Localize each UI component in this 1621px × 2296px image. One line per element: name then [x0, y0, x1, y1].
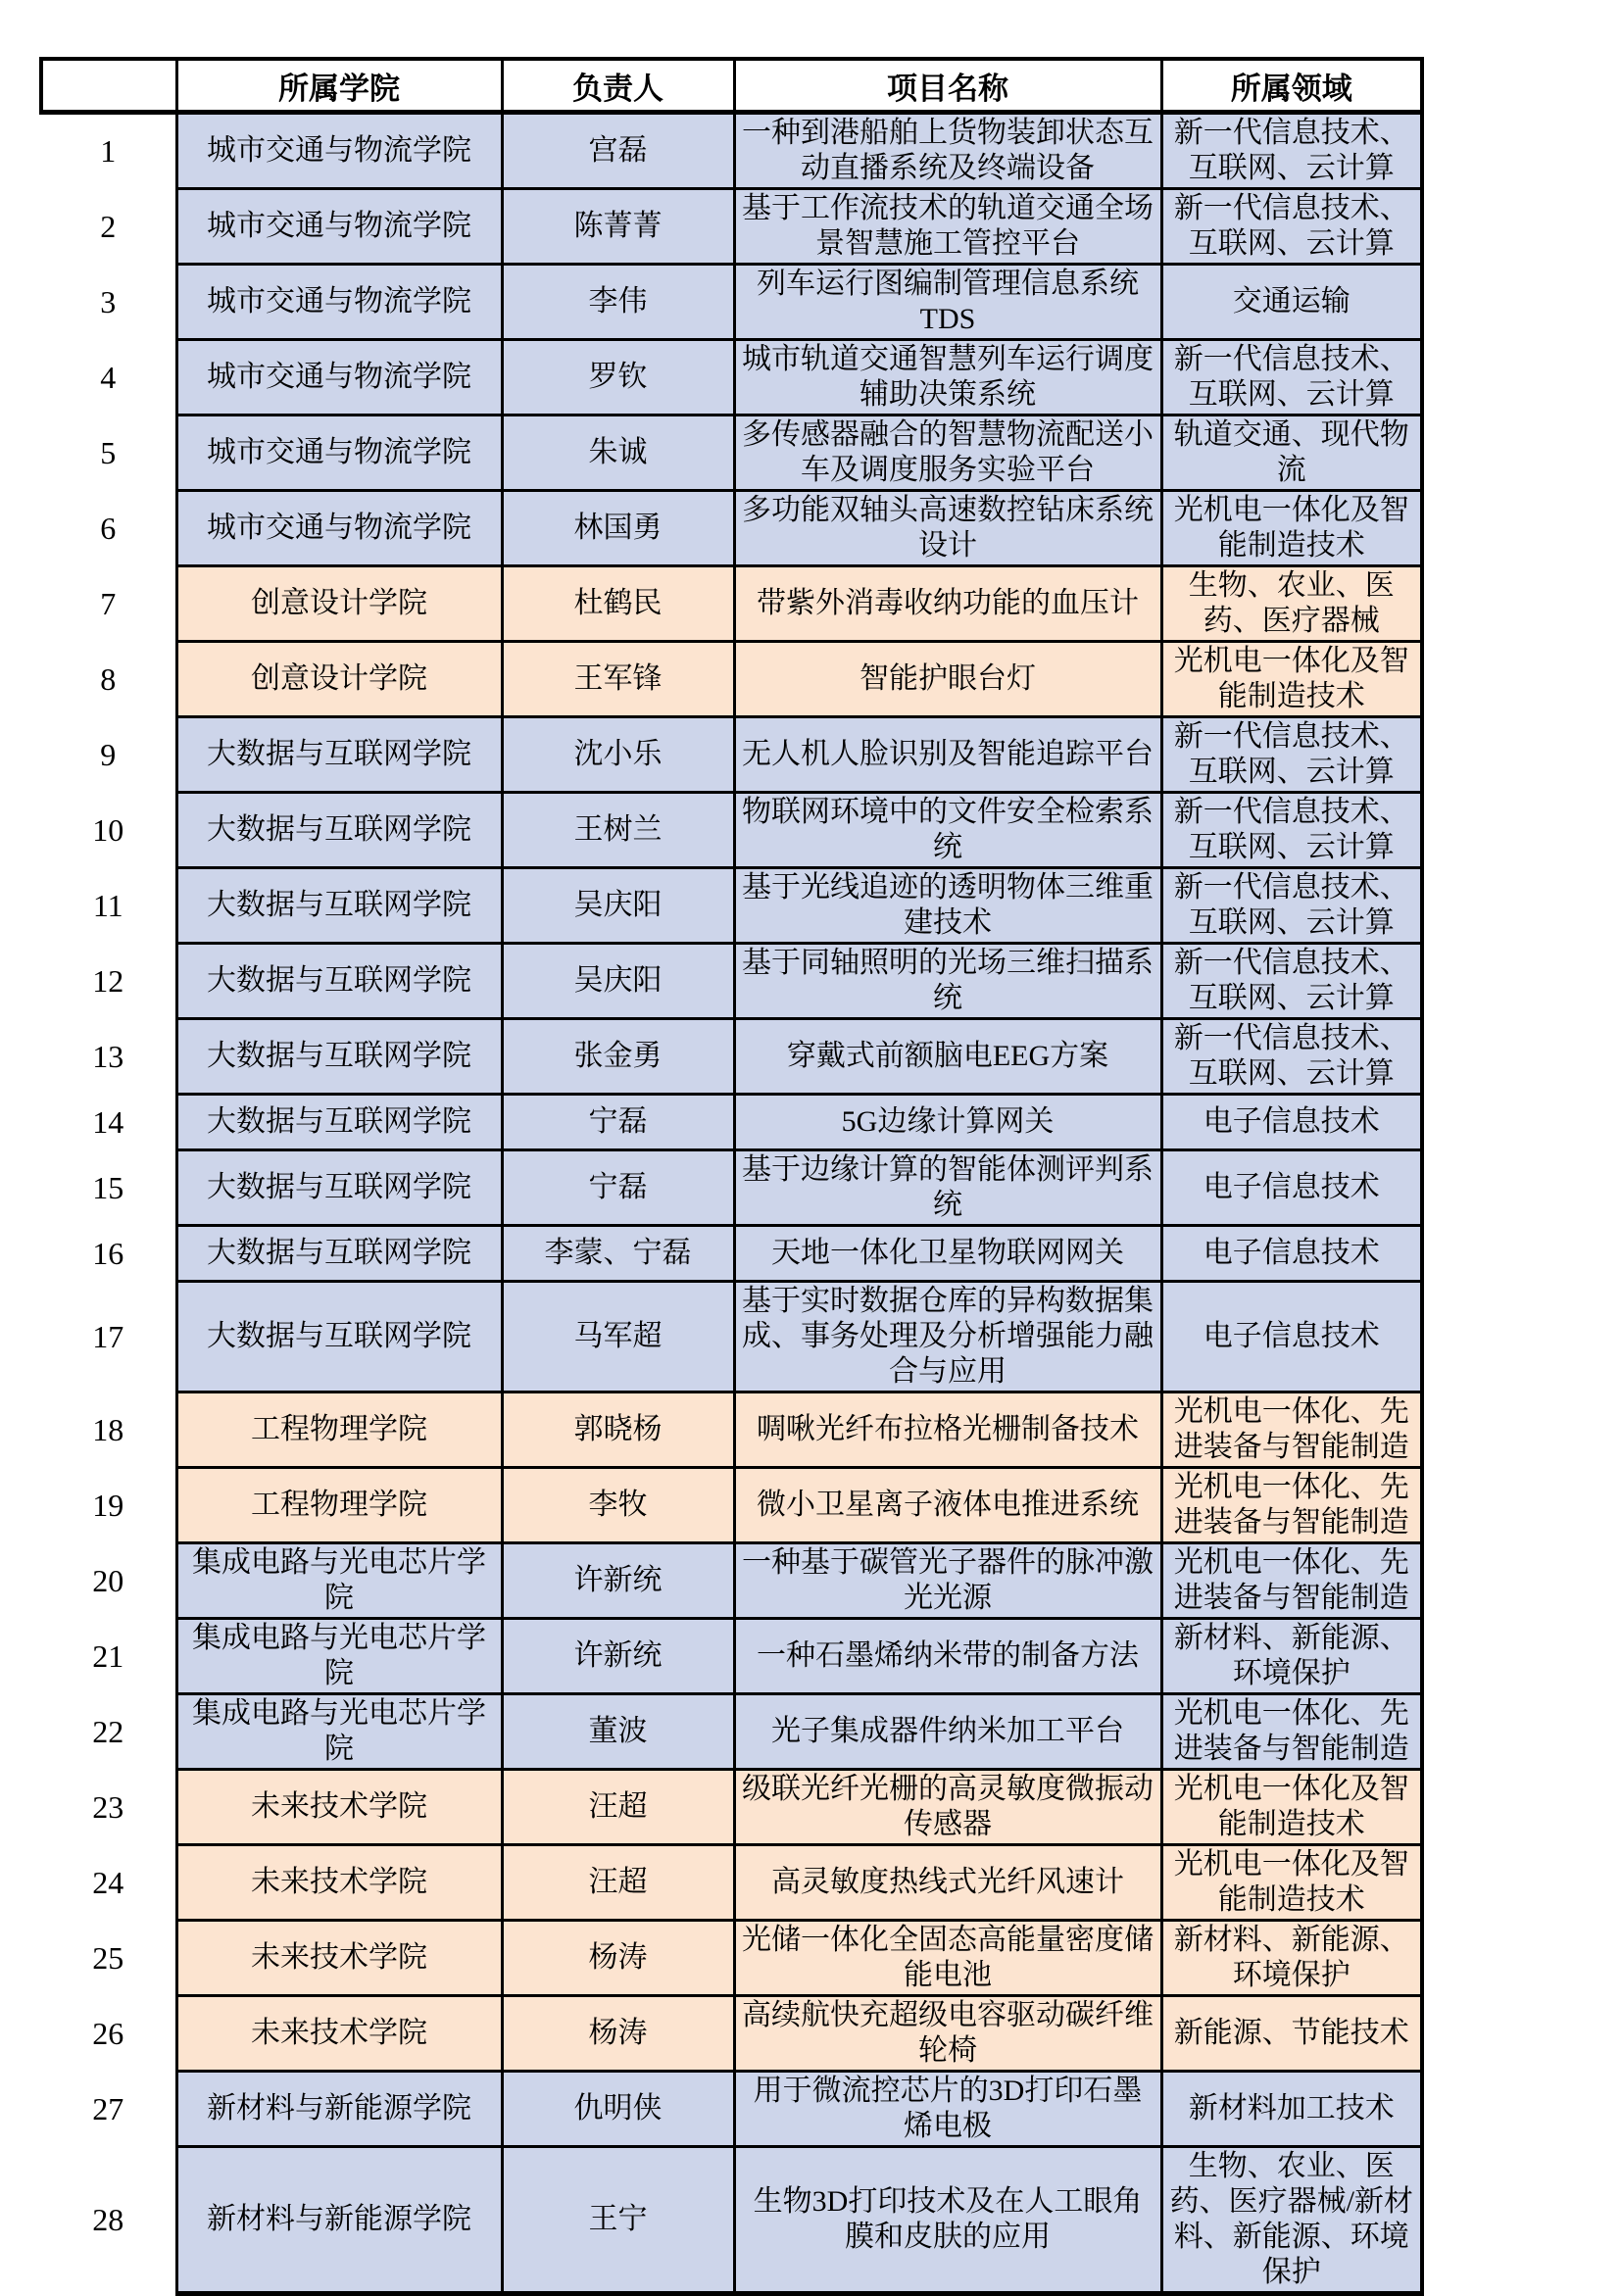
project-cell: 光子集成器件纳米加工平台: [734, 1694, 1161, 1770]
leader-cell: 沈小乐: [502, 717, 734, 793]
leader-cell: 朱诚: [502, 415, 734, 491]
row-number: 27: [41, 2072, 176, 2147]
row-number: 15: [41, 1150, 176, 1226]
table-row: [41, 1282, 1422, 1392]
table-row: [41, 1770, 1422, 1845]
column-header-field: 所属领域: [1161, 59, 1422, 113]
field-cell: 新一代信息技术、互联网、云计算: [1161, 868, 1422, 944]
project-cell: 高续航快充超级电容驱动碳纤维轮椅: [734, 1996, 1161, 2072]
table-row: [41, 491, 1422, 566]
college-cell: 大数据与互联网学院: [176, 717, 502, 793]
college-cell: 大数据与互联网学院: [176, 793, 502, 868]
row-number: 25: [41, 1921, 176, 1996]
college-cell: 创意设计学院: [176, 566, 502, 642]
row-number: 28: [41, 2147, 176, 2294]
leader-cell: 王树兰: [502, 793, 734, 868]
row-number: 11: [41, 868, 176, 944]
row-number: 24: [41, 1845, 176, 1921]
college-cell: 大数据与互联网学院: [176, 1282, 502, 1392]
leader-cell: 林国勇: [502, 491, 734, 566]
leader-cell: 汪超: [502, 1845, 734, 1921]
leader-cell: 杜鹤民: [502, 566, 734, 642]
college-cell: 工程物理学院: [176, 1468, 502, 1543]
project-cell: 基于边缘计算的智能体测评判系统: [734, 1150, 1161, 1226]
table-row: [41, 265, 1422, 340]
table-row: [41, 642, 1422, 717]
leader-cell: 仇明侠: [502, 2072, 734, 2147]
leader-cell: 李牧: [502, 1468, 734, 1543]
project-cell: 用于微流控芯片的3D打印石墨烯电极: [734, 2072, 1161, 2147]
row-number: 26: [41, 1996, 176, 2072]
college-cell: 城市交通与物流学院: [176, 189, 502, 265]
project-cell: 一种石墨烯纳米带的制备方法: [734, 1619, 1161, 1694]
field-cell: 轨道交通、现代物流: [1161, 415, 1422, 491]
project-cell: 啁啾光纤布拉格光栅制备技术: [734, 1392, 1161, 1468]
project-cell: 微小卫星离子液体电推进系统: [734, 1468, 1161, 1543]
project-cell: 基于工作流技术的轨道交通全场景智慧施工管控平台: [734, 189, 1161, 265]
college-cell: 城市交通与物流学院: [176, 340, 502, 415]
project-cell: 光储一体化全固态高能量密度储能电池: [734, 1921, 1161, 1996]
leader-cell: 李伟: [502, 265, 734, 340]
project-cell: 多功能双轴头高速数控钻床系统设计: [734, 491, 1161, 566]
table-row: [41, 1095, 1422, 1150]
table-row: [41, 1392, 1422, 1468]
college-cell: 大数据与互联网学院: [176, 1095, 502, 1150]
table-row: [41, 717, 1422, 793]
row-number: 1: [41, 113, 176, 189]
project-table: [39, 57, 1424, 2296]
field-cell: 光机电一体化、先进装备与智能制造: [1161, 1543, 1422, 1619]
field-cell: 新一代信息技术、互联网、云计算: [1161, 340, 1422, 415]
college-cell: 城市交通与物流学院: [176, 265, 502, 340]
field-cell: 新一代信息技术、互联网、云计算: [1161, 113, 1422, 189]
college-cell: 新材料与新能源学院: [176, 2072, 502, 2147]
table-row: [41, 340, 1422, 415]
table-row: [41, 1468, 1422, 1543]
field-cell: 光机电一体化、先进装备与智能制造: [1161, 1468, 1422, 1543]
corner-cell: [41, 59, 176, 113]
table-row: [41, 1226, 1422, 1282]
leader-cell: 董波: [502, 1694, 734, 1770]
college-cell: 大数据与互联网学院: [176, 868, 502, 944]
project-cell: 5G边缘计算网关: [734, 1095, 1161, 1150]
column-header-project: 项目名称: [734, 59, 1161, 113]
field-cell: 电子信息技术: [1161, 1282, 1422, 1392]
row-number: 21: [41, 1619, 176, 1694]
leader-cell: 郭晓杨: [502, 1392, 734, 1468]
table-row: [41, 1619, 1422, 1694]
table-row: [41, 1150, 1422, 1226]
table-row: [41, 2147, 1422, 2294]
leader-cell: 宫磊: [502, 113, 734, 189]
college-cell: 集成电路与光电芯片学院: [176, 1543, 502, 1619]
table-row: [41, 1694, 1422, 1770]
field-cell: 光机电一体化、先进装备与智能制造: [1161, 1694, 1422, 1770]
field-cell: 新一代信息技术、互联网、云计算: [1161, 944, 1422, 1019]
table-row: [41, 1845, 1422, 1921]
field-cell: 新一代信息技术、互联网、云计算: [1161, 1019, 1422, 1095]
row-number: 14: [41, 1095, 176, 1150]
college-cell: 未来技术学院: [176, 1770, 502, 1845]
table-row: [41, 1019, 1422, 1095]
college-cell: 新材料与新能源学院: [176, 2147, 502, 2294]
leader-cell: 吴庆阳: [502, 944, 734, 1019]
field-cell: 生物、农业、医药、医疗器械/新材料、新能源、环境保护: [1161, 2147, 1422, 2294]
college-cell: 大数据与互联网学院: [176, 1226, 502, 1282]
field-cell: 新材料、新能源、环境保护: [1161, 1921, 1422, 1996]
field-cell: 光机电一体化及智能制造技术: [1161, 1770, 1422, 1845]
row-number: 6: [41, 491, 176, 566]
college-cell: 工程物理学院: [176, 1392, 502, 1468]
row-number: 16: [41, 1226, 176, 1282]
project-cell: 基于光线追迹的透明物体三维重建技术: [734, 868, 1161, 944]
table-row: [41, 113, 1422, 189]
leader-cell: 李蒙、宁磊: [502, 1226, 734, 1282]
row-number: 2: [41, 189, 176, 265]
project-cell: 级联光纤光栅的高灵敏度微振动传感器: [734, 1770, 1161, 1845]
table-row: [41, 1921, 1422, 1996]
row-number: 3: [41, 265, 176, 340]
field-cell: 电子信息技术: [1161, 1095, 1422, 1150]
document-sheet: [39, 57, 1424, 2296]
row-number: 4: [41, 340, 176, 415]
table-row: [41, 189, 1422, 265]
row-number: 20: [41, 1543, 176, 1619]
college-cell: 大数据与互联网学院: [176, 1019, 502, 1095]
college-cell: 未来技术学院: [176, 1921, 502, 1996]
leader-cell: 吴庆阳: [502, 868, 734, 944]
project-cell: 智能护眼台灯: [734, 642, 1161, 717]
college-cell: 未来技术学院: [176, 1845, 502, 1921]
college-cell: 未来技术学院: [176, 1996, 502, 2072]
row-number: 12: [41, 944, 176, 1019]
leader-cell: 杨涛: [502, 1921, 734, 1996]
column-header-leader: 负责人: [502, 59, 734, 113]
leader-cell: 王军锋: [502, 642, 734, 717]
table-row: [41, 1996, 1422, 2072]
table-row: [41, 566, 1422, 642]
college-cell: 集成电路与光电芯片学院: [176, 1694, 502, 1770]
table-row: [41, 868, 1422, 944]
field-cell: 交通运输: [1161, 265, 1422, 340]
leader-cell: 宁磊: [502, 1150, 734, 1226]
field-cell: 新材料、新能源、环境保护: [1161, 1619, 1422, 1694]
leader-cell: 宁磊: [502, 1095, 734, 1150]
table-body: [41, 113, 1422, 2294]
field-cell: 新一代信息技术、互联网、云计算: [1161, 793, 1422, 868]
project-cell: 列车运行图编制管理信息系统TDS: [734, 265, 1161, 340]
project-cell: 高灵敏度热线式光纤风速计: [734, 1845, 1161, 1921]
college-cell: 城市交通与物流学院: [176, 415, 502, 491]
row-number: 8: [41, 642, 176, 717]
leader-cell: 许新统: [502, 1619, 734, 1694]
row-number: 9: [41, 717, 176, 793]
row-number: 17: [41, 1282, 176, 1392]
row-number: 18: [41, 1392, 176, 1468]
field-cell: 光机电一体化及智能制造技术: [1161, 491, 1422, 566]
leader-cell: 罗钦: [502, 340, 734, 415]
project-cell: 一种基于碳管光子器件的脉冲激光光源: [734, 1543, 1161, 1619]
header-row: [41, 59, 1422, 113]
leader-cell: 张金勇: [502, 1019, 734, 1095]
leader-cell: 王宁: [502, 2147, 734, 2294]
project-cell: 基于同轴照明的光场三维扫描系统: [734, 944, 1161, 1019]
project-cell: 基于实时数据仓库的异构数据集成、事务处理及分析增强能力融合与应用: [734, 1282, 1161, 1392]
leader-cell: 陈菁菁: [502, 189, 734, 265]
row-number: 7: [41, 566, 176, 642]
table-row: [41, 944, 1422, 1019]
table-row: [41, 415, 1422, 491]
leader-cell: 许新统: [502, 1543, 734, 1619]
table-header: [41, 59, 1422, 113]
project-cell: 生物3D打印技术及在人工眼角膜和皮肤的应用: [734, 2147, 1161, 2294]
project-cell: 穿戴式前额脑电EEG方案: [734, 1019, 1161, 1095]
field-cell: 新一代信息技术、互联网、云计算: [1161, 189, 1422, 265]
college-cell: 集成电路与光电芯片学院: [176, 1619, 502, 1694]
field-cell: 光机电一体化及智能制造技术: [1161, 1845, 1422, 1921]
project-cell: 无人机人脸识别及智能追踪平台: [734, 717, 1161, 793]
row-number: 13: [41, 1019, 176, 1095]
field-cell: 光机电一体化、先进装备与智能制造: [1161, 1392, 1422, 1468]
leader-cell: 杨涛: [502, 1996, 734, 2072]
project-cell: 带紫外消毒收纳功能的血压计: [734, 566, 1161, 642]
project-cell: 天地一体化卫星物联网网关: [734, 1226, 1161, 1282]
college-cell: 大数据与互联网学院: [176, 944, 502, 1019]
field-cell: 新能源、节能技术: [1161, 1996, 1422, 2072]
field-cell: 电子信息技术: [1161, 1226, 1422, 1282]
field-cell: 生物、农业、医药、医疗器械: [1161, 566, 1422, 642]
table-row: [41, 793, 1422, 868]
table-row: [41, 1543, 1422, 1619]
row-number: 5: [41, 415, 176, 491]
project-cell: 城市轨道交通智慧列车运行调度辅助决策系统: [734, 340, 1161, 415]
college-cell: 大数据与互联网学院: [176, 1150, 502, 1226]
row-number: 23: [41, 1770, 176, 1845]
college-cell: 城市交通与物流学院: [176, 113, 502, 189]
field-cell: 新材料加工技术: [1161, 2072, 1422, 2147]
college-cell: 创意设计学院: [176, 642, 502, 717]
field-cell: 电子信息技术: [1161, 1150, 1422, 1226]
project-cell: 一种到港船舶上货物装卸状态互动直播系统及终端设备: [734, 113, 1161, 189]
row-number: 10: [41, 793, 176, 868]
project-cell: 多传感器融合的智慧物流配送小车及调度服务实验平台: [734, 415, 1161, 491]
row-number: 22: [41, 1694, 176, 1770]
leader-cell: 马军超: [502, 1282, 734, 1392]
column-header-college: 所属学院: [176, 59, 502, 113]
table-row: [41, 2072, 1422, 2147]
college-cell: 城市交通与物流学院: [176, 491, 502, 566]
leader-cell: 汪超: [502, 1770, 734, 1845]
field-cell: 光机电一体化及智能制造技术: [1161, 642, 1422, 717]
field-cell: 新一代信息技术、互联网、云计算: [1161, 717, 1422, 793]
row-number: 19: [41, 1468, 176, 1543]
project-cell: 物联网环境中的文件安全检索系统: [734, 793, 1161, 868]
